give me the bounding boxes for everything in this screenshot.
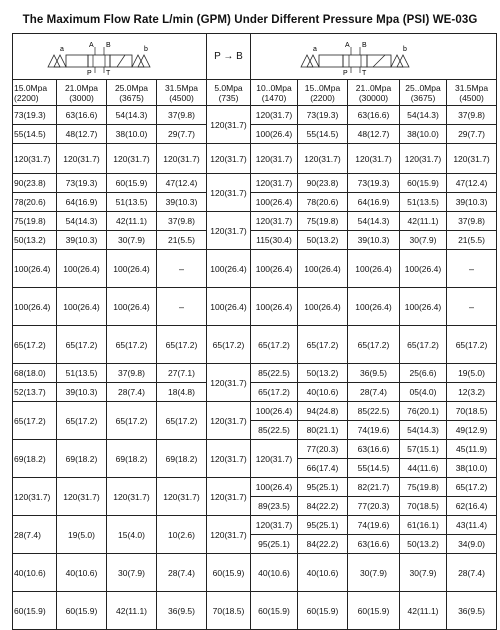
header-cell: 15..0Mpa (2200) [298, 80, 348, 106]
table-cell: – [447, 250, 497, 288]
table-cell: 48(12.7) [57, 125, 107, 144]
table-cell: 120(31.7) [207, 402, 251, 440]
table-cell: 65(17.2) [400, 326, 447, 364]
table-cell: 115(30.4) [251, 231, 298, 250]
table-cell: 64(16.9) [348, 193, 400, 212]
table-cell: 63(16.6) [57, 106, 107, 125]
table-row [13, 106, 497, 125]
flow-rate-table [12, 33, 497, 630]
table-cell: 100(26.4) [251, 288, 298, 326]
table-cell: 60(15.9) [207, 554, 251, 592]
table-cell: 61(16.1) [400, 516, 447, 535]
table-cell: 19(5.0) [447, 364, 497, 383]
table-cell: 74(19.6) [348, 516, 400, 535]
table-cell: 100(26.4) [400, 288, 447, 326]
document-title: The Maximum Flow Rate L/min (GPM) Under Different Pressure Mpa (PSI) WE-03G [22, 14, 478, 26]
table-cell: 120(31.7) [207, 478, 251, 516]
table-cell: 100(26.4) [107, 288, 157, 326]
table-cell: 37(9.8) [107, 364, 157, 383]
table-cell: 37(9.8) [157, 212, 207, 231]
table-cell: 21(5.5) [157, 231, 207, 250]
table-cell: 57(15.1) [400, 440, 447, 459]
table-cell: 100(26.4) [57, 288, 107, 326]
table-cell: 47(12.4) [447, 174, 497, 193]
table-cell: 10(2.6) [157, 516, 207, 554]
table-row [13, 364, 497, 383]
table-cell: 100(26.4) [251, 478, 298, 497]
table-cell: 50(13.2) [298, 364, 348, 383]
table-cell: 05(4.0) [400, 383, 447, 402]
table-cell: 73(19.3) [298, 106, 348, 125]
table-row [13, 402, 497, 421]
table-cell: 69(18.2) [157, 440, 207, 478]
table-cell: 120(31.7) [57, 478, 107, 516]
table-cell: 120(31.7) [157, 478, 207, 516]
table-cell: 43(11.4) [447, 516, 497, 535]
table-cell: 120(31.7) [13, 478, 57, 516]
table-cell: 100(26.4) [400, 250, 447, 288]
svg-text:a: a [59, 45, 64, 53]
table-cell: 90(23.8) [298, 174, 348, 193]
table-row [13, 144, 497, 174]
table-cell: 36(9.5) [157, 592, 207, 630]
table-cell: 120(31.7) [207, 106, 251, 144]
table-cell: 120(31.7) [251, 174, 298, 193]
table-cell: 21(5.5) [447, 231, 497, 250]
table-cell: 78(20.6) [13, 193, 57, 212]
table-row [13, 592, 497, 630]
table-row [13, 174, 497, 193]
table-cell: 66(17.4) [298, 459, 348, 478]
table-cell: 36(9.5) [348, 364, 400, 383]
table-cell: 77(20.3) [298, 440, 348, 459]
table-cell: 100(26.4) [107, 250, 157, 288]
table-cell: 70(18.5) [207, 592, 251, 630]
table-cell: 100(26.4) [348, 288, 400, 326]
table-cell: 60(15.9) [107, 174, 157, 193]
header-cell: 10..0Mpa (1470) [251, 80, 298, 106]
header-cell: 25.0Mpa (3675) [107, 80, 157, 106]
svg-text:B: B [361, 41, 367, 49]
table-cell: 65(17.2) [447, 326, 497, 364]
table-cell: 54(14.3) [57, 212, 107, 231]
table-cell: 74(19.6) [348, 421, 400, 440]
svg-text:B: B [105, 41, 111, 49]
table-cell: 42(11.1) [107, 592, 157, 630]
table-row [13, 193, 497, 212]
table-cell: 63(16.6) [348, 535, 400, 554]
table-cell: 54(14.3) [107, 106, 157, 125]
table-cell: 75(19.8) [400, 478, 447, 497]
header-cell: 25..0Mpa (3675) [400, 80, 447, 106]
table-cell: 120(31.7) [57, 144, 107, 174]
table-cell: 54(14.3) [400, 421, 447, 440]
table-cell: – [157, 288, 207, 326]
table-cell: 68(18.0) [13, 364, 57, 383]
table-cell: 28(7.4) [348, 383, 400, 402]
table-cell: 65(17.2) [107, 326, 157, 364]
table-cell: 69(18.2) [13, 440, 57, 478]
table-cell: 69(18.2) [57, 440, 107, 478]
table-cell: 39(10.3) [157, 193, 207, 212]
flow-direction-label: P → B [207, 34, 251, 80]
header-cell: 21.0Mpa (3000) [57, 80, 107, 106]
table-cell: 100(26.4) [251, 125, 298, 144]
table-cell: 40(10.6) [251, 554, 298, 592]
table-cell: 42(11.1) [107, 212, 157, 231]
table-cell: 54(14.3) [400, 106, 447, 125]
table-cell: 65(17.2) [251, 326, 298, 364]
table-cell: 65(17.2) [57, 402, 107, 440]
table-cell: 73(19.3) [348, 174, 400, 193]
table-cell: 42(11.1) [400, 212, 447, 231]
valve-symbol-right [251, 34, 497, 80]
table-cell: 100(26.4) [251, 402, 298, 421]
table-cell: 28(7.4) [157, 554, 207, 592]
table-cell: 100(26.4) [207, 250, 251, 288]
table-cell: 100(26.4) [57, 250, 107, 288]
table-cell: 70(18.5) [400, 497, 447, 516]
table-cell: 44(11.6) [400, 459, 447, 478]
table-cell: 45(11.9) [447, 440, 497, 459]
header-cell: 31.5Mpa (4500) [447, 80, 497, 106]
svg-text:b: b [402, 45, 407, 53]
table-cell: 69(18.2) [107, 440, 157, 478]
table-cell: 65(17.2) [298, 326, 348, 364]
table-cell: 50(13.2) [298, 231, 348, 250]
svg-text:P: P [342, 69, 348, 77]
table-cell: 78(20.6) [298, 193, 348, 212]
header-cell: 21..0Mpa (30000) [348, 80, 400, 106]
table-cell: 34(9.0) [447, 535, 497, 554]
table-cell: 120(31.7) [207, 144, 251, 174]
table-cell: 18(4.8) [157, 383, 207, 402]
table-row [13, 383, 497, 402]
table-cell: 120(31.7) [207, 364, 251, 402]
table-cell: 120(31.7) [207, 212, 251, 250]
table-row [13, 231, 497, 250]
table-cell: 30(7.9) [348, 554, 400, 592]
table-cell: 120(31.7) [13, 144, 57, 174]
table-cell: 65(17.2) [251, 383, 298, 402]
svg-text:P: P [86, 69, 92, 77]
table-cell: 65(17.2) [157, 326, 207, 364]
table-cell: 120(31.7) [251, 212, 298, 231]
table-row [13, 125, 497, 144]
table-cell: 77(20.3) [348, 497, 400, 516]
table-cell: 39(10.3) [348, 231, 400, 250]
svg-text:T: T [361, 69, 366, 77]
table-cell: 51(13.5) [107, 193, 157, 212]
table-cell: 100(26.4) [13, 288, 57, 326]
table-cell: 51(13.5) [57, 364, 107, 383]
table-cell: 37(9.8) [447, 106, 497, 125]
table-cell: 120(31.7) [251, 144, 298, 174]
table-cell: 52(13.7) [13, 383, 57, 402]
table-row [13, 478, 497, 497]
table-cell: 84(22.2) [298, 497, 348, 516]
table-cell: 40(10.6) [13, 554, 57, 592]
table-cell: 100(26.4) [298, 288, 348, 326]
table-cell: 100(26.4) [207, 288, 251, 326]
table-cell: 40(10.6) [298, 383, 348, 402]
table-cell: 120(31.7) [348, 144, 400, 174]
table-row [13, 440, 497, 459]
table-cell: 47(12.4) [157, 174, 207, 193]
table-cell: 80(21.1) [298, 421, 348, 440]
table-cell: 82(21.7) [348, 478, 400, 497]
table-row [13, 288, 497, 326]
table-row [13, 250, 497, 288]
header-cell: 5.0Mpa (735) [207, 80, 251, 106]
valve-symbol-left [13, 34, 207, 80]
svg-text:T: T [105, 69, 110, 77]
table-cell: 84(22.2) [298, 535, 348, 554]
table-cell: 28(7.4) [107, 383, 157, 402]
table-cell: 55(14.5) [298, 125, 348, 144]
table-cell: 30(7.9) [400, 231, 447, 250]
table-cell: 65(17.2) [13, 326, 57, 364]
table-cell: – [157, 250, 207, 288]
table-cell: 100(26.4) [13, 250, 57, 288]
table-cell: 30(7.9) [107, 231, 157, 250]
table-cell: 29(7.7) [157, 125, 207, 144]
table-cell: 50(13.2) [400, 535, 447, 554]
table-cell: 30(7.9) [107, 554, 157, 592]
table-cell: 120(31.7) [251, 516, 298, 535]
table-cell: 60(15.9) [400, 174, 447, 193]
table-cell: 65(17.2) [57, 326, 107, 364]
table-cell: 36(9.5) [447, 592, 497, 630]
table-cell: 65(17.2) [157, 402, 207, 440]
table-row [13, 516, 497, 535]
table-cell: 65(17.2) [348, 326, 400, 364]
table-cell: 63(16.6) [348, 106, 400, 125]
table-cell: 63(16.6) [348, 440, 400, 459]
table-row [13, 326, 497, 364]
table-cell: 40(10.6) [57, 554, 107, 592]
svg-text:a: a [312, 45, 317, 53]
header-cell: 31.5Mpa (4500) [157, 80, 207, 106]
table-cell: 55(14.5) [348, 459, 400, 478]
table-cell: 73(19.3) [13, 106, 57, 125]
table-cell: 120(31.7) [207, 516, 251, 554]
table-cell: 60(15.9) [298, 592, 348, 630]
table-cell: 38(10.0) [400, 125, 447, 144]
table-cell: 28(7.4) [13, 516, 57, 554]
table-cell: 37(9.8) [447, 212, 497, 231]
table-cell: 95(25.1) [298, 516, 348, 535]
table-cell: 30(7.9) [400, 554, 447, 592]
table-cell: 28(7.4) [447, 554, 497, 592]
table-cell: 55(14.5) [13, 125, 57, 144]
table-cell: 15(4.0) [107, 516, 157, 554]
table-cell: 120(31.7) [447, 144, 497, 174]
table-cell: 75(19.8) [13, 212, 57, 231]
table-row [13, 554, 497, 592]
svg-text:b: b [143, 45, 148, 53]
pressure-header-row [13, 80, 497, 106]
table-cell: 100(26.4) [348, 250, 400, 288]
table-cell: 85(22.5) [251, 364, 298, 383]
table-cell: 65(17.2) [447, 478, 497, 497]
table-cell: 85(22.5) [348, 402, 400, 421]
table-cell: 65(17.2) [107, 402, 157, 440]
table-cell: 94(24.8) [298, 402, 348, 421]
table-cell: 12(3.2) [447, 383, 497, 402]
table-cell: 120(31.7) [251, 106, 298, 125]
table-cell: 40(10.6) [298, 554, 348, 592]
table-cell: 95(25.1) [298, 478, 348, 497]
table-cell: 70(18.5) [447, 402, 497, 421]
table-cell: 38(10.0) [447, 459, 497, 478]
table-cell: 120(31.7) [107, 144, 157, 174]
table-cell: 29(7.7) [447, 125, 497, 144]
table-cell: 39(10.3) [57, 383, 107, 402]
table-cell: 27(7.1) [157, 364, 207, 383]
table-cell: 73(19.3) [57, 174, 107, 193]
svg-text:A: A [344, 41, 350, 49]
table-cell: 120(31.7) [207, 174, 251, 212]
table-cell: 60(15.9) [348, 592, 400, 630]
table-cell: 51(13.5) [400, 193, 447, 212]
table-cell: 37(9.8) [157, 106, 207, 125]
table-cell: 48(12.7) [348, 125, 400, 144]
table-cell: 120(31.7) [157, 144, 207, 174]
table-cell: 100(26.4) [251, 193, 298, 212]
table-cell: 49(12.9) [447, 421, 497, 440]
symbol-row [13, 34, 497, 80]
table-cell: 120(31.7) [251, 440, 298, 478]
table-cell: 100(26.4) [298, 250, 348, 288]
table-cell: 50(13.2) [13, 231, 57, 250]
table-cell: 95(25.1) [251, 535, 298, 554]
table-cell: 60(15.9) [13, 592, 57, 630]
table-cell: 25(6.6) [400, 364, 447, 383]
table-cell: 85(22.5) [251, 421, 298, 440]
table-cell: 54(14.3) [348, 212, 400, 231]
table-cell: 120(31.7) [207, 440, 251, 478]
table-cell: 120(31.7) [400, 144, 447, 174]
table-cell: 39(10.3) [57, 231, 107, 250]
table-cell: 75(19.8) [298, 212, 348, 231]
svg-text:A: A [88, 41, 94, 49]
table-cell: 90(23.8) [13, 174, 57, 193]
table-cell: 64(16.9) [57, 193, 107, 212]
table-cell: 120(31.7) [107, 478, 157, 516]
table-cell: 76(20.1) [400, 402, 447, 421]
table-cell: 60(15.9) [251, 592, 298, 630]
table-cell: 100(26.4) [251, 250, 298, 288]
table-cell: 19(5.0) [57, 516, 107, 554]
table-cell: 39(10.3) [447, 193, 497, 212]
table-cell: 65(17.2) [207, 326, 251, 364]
table-cell: 62(16.4) [447, 497, 497, 516]
table-cell: 65(17.2) [13, 402, 57, 440]
table-cell: 60(15.9) [57, 592, 107, 630]
table-cell: 42(11.1) [400, 592, 447, 630]
table-cell: 120(31.7) [298, 144, 348, 174]
table-cell: – [447, 288, 497, 326]
table-cell: 89(23.5) [251, 497, 298, 516]
table-row [13, 212, 497, 231]
header-cell: 15.0Mpa (2200) [13, 80, 57, 106]
table-cell: 38(10.0) [107, 125, 157, 144]
